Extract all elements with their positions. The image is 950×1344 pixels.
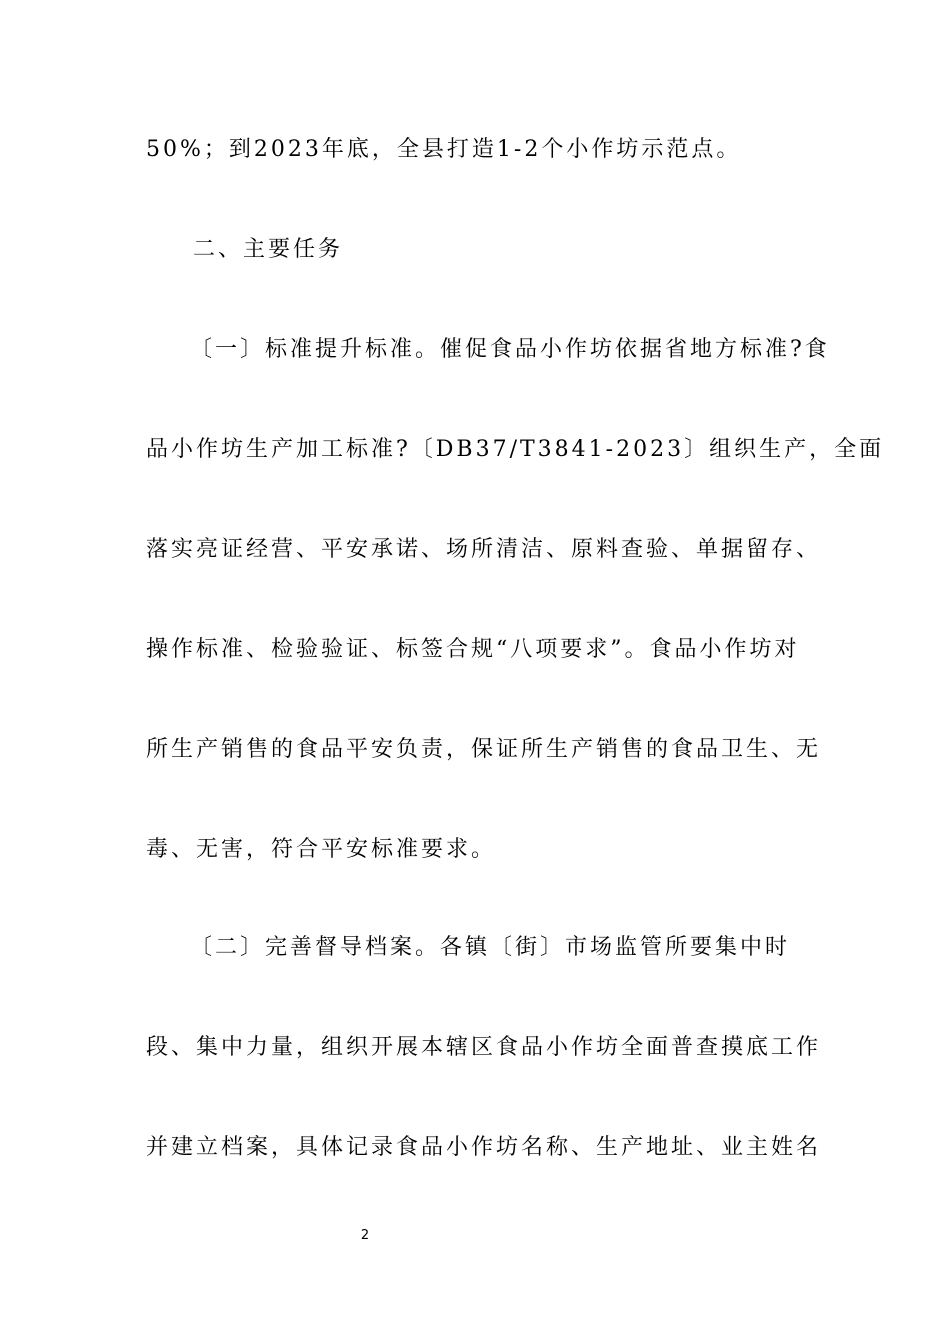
paragraph-2-line-3: 并建立档案，具体记录食品小作坊名称、生产地址、业主姓名: [146, 1135, 822, 1160]
paragraph-1-line-4: 操作标准、检验验证、标签合规“八项要求”。食品小作坊对: [146, 637, 800, 662]
paragraph-2-line-1: 〔二〕完善督导档案。各镇〔街〕市场监管所要集中时: [190, 935, 791, 960]
paragraph-1-line-2: 品小作坊生产加工标准?〔DB37/T3841-2023〕组织生产，全面: [146, 437, 885, 462]
paragraph-1-line-6: 毒、无害，符合平安标准要求。: [146, 837, 497, 862]
page-number: 2: [360, 1228, 370, 1243]
paragraph-1-line-1: 〔一〕标准提升标准。催促食品小作坊依据省地方标准?食: [190, 337, 830, 362]
paragraph-1-line-5: 所生产销售的食品平安负责，保证所生产销售的食品卫生、无: [146, 737, 822, 762]
section-heading: 二、主要任务: [193, 237, 344, 262]
paragraph-1-line-3: 落实亮证经营、平安承诺、场所清洁、原料查验、单据留存、: [146, 537, 822, 562]
text-line-1: 50%；到2023年底，全县打造1-2个小作坊示范点。: [146, 137, 742, 162]
paragraph-2-line-2: 段、集中力量，组织开展本辖区食品小作坊全面普查摸底工作: [146, 1035, 822, 1060]
